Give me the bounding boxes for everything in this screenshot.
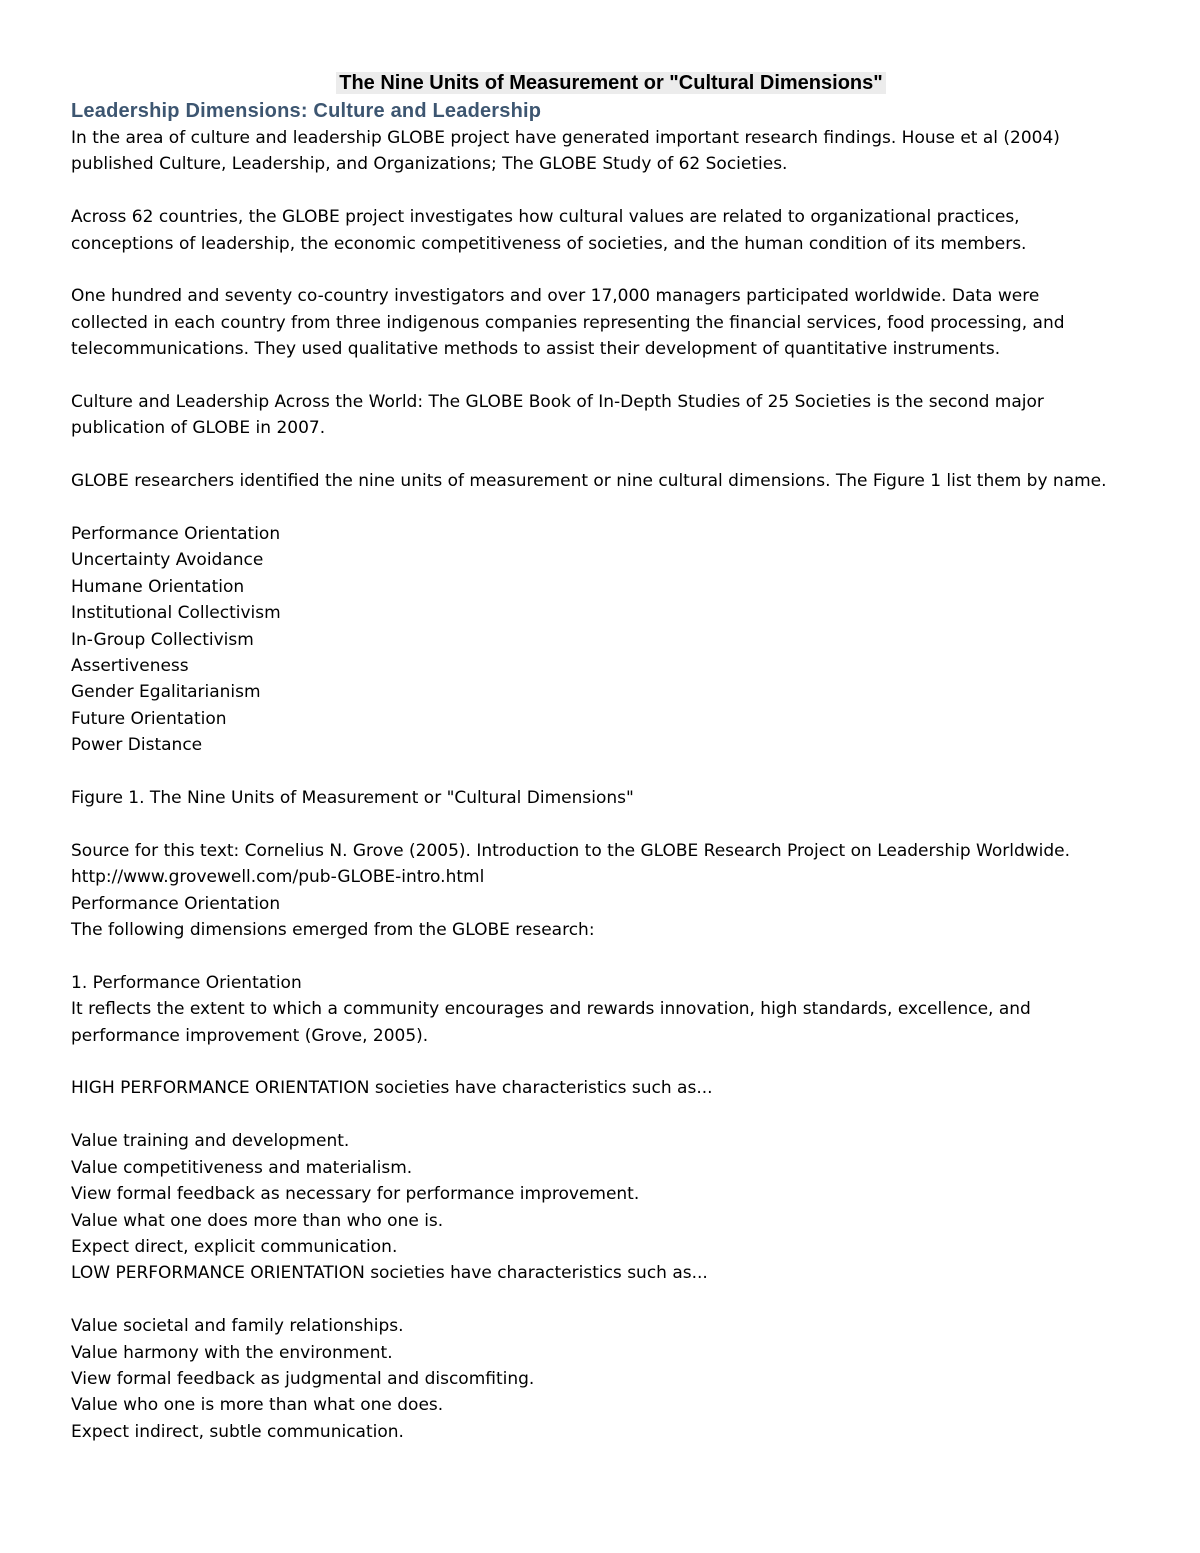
list-item: Value harmony with the environment.: [71, 1342, 393, 1363]
intro-paragraph: In the area of culture and leadership GLOBE project have generated important research findings. House et al (2004) published Culture, Leadership, and Organizations; The GLOBE Study of 62 Societies.: [71, 128, 1060, 175]
high-orientation-intro: HIGH PERFORMANCE ORIENTATION societies have characteristics such as...: [71, 1078, 713, 1099]
list-item: Value who one is more than what one does.: [71, 1395, 444, 1416]
low-orientation-list: [71, 1313, 1151, 1445]
list-item: Expect indirect, subtle communication.: [71, 1421, 404, 1442]
list-item: Power Distance: [71, 735, 203, 756]
dimensions-list: [71, 521, 1151, 759]
list-item: Value what one does more than who one is.: [71, 1210, 444, 1231]
source-lead: The following dimensions emerged from the GLOBE research:: [71, 920, 595, 941]
section-title: 1. Performance Orientation: [71, 972, 302, 993]
high-orientation-list: [71, 1128, 1151, 1260]
source-link[interactable]: http://www.grovewell.com/pub-GLOBE-intro.html: [71, 867, 485, 888]
list-item: Gender Egalitarianism: [71, 682, 261, 703]
list-item: Expect direct, explicit communication.: [71, 1236, 398, 1257]
low-orientation-intro: LOW PERFORMANCE ORIENTATION societies have characteristics such as...: [71, 1263, 708, 1284]
list-item: Institutional Collectivism: [71, 603, 281, 624]
performance-orientation-section: 1. Performance Orientation It reflects the extent to which a community encourages and rewards innovation, high standards, excellence, and performance improvement (Grove, 2005).: [71, 970, 1151, 1049]
figure-caption: Figure 1. The Nine Units of Measurement or "Cultural Dimensions": [71, 788, 634, 809]
investigators-paragraph: One hundred and seventy co-country investigators and over 17,000 managers participated worldwide. Data were collected in each country from three indigenous companies representing the financial services, food processing, and telecommunications. They used qualitative methods to assist their development of quantitative instruments.: [71, 286, 1065, 360]
list-item: Value societal and family relationships.: [71, 1316, 404, 1337]
list-item: View formal feedback as necessary for performance improvement.: [71, 1184, 640, 1205]
globe-countries-paragraph: Across 62 countries, the GLOBE project investigates how cultural values are related to organizational practices, conceptions of leadership, the economic competitiveness of societies, and the human condition of its members.: [71, 207, 1027, 254]
list-item: In-Group Collectivism: [71, 629, 254, 650]
document-title: The Nine Units of Measurement or "Cultural Dimensions": [71, 68, 1151, 98]
source-block: [71, 838, 1151, 944]
list-item: Future Orientation: [71, 708, 227, 729]
source-text: Source for this text: Cornelius N. Grove (2005). Introduction to the GLOBE Research Project on Leadership Worldwide.: [71, 840, 1071, 861]
list-item: Performance Orientation: [71, 524, 281, 545]
list-item: Uncertainty Avoidance: [71, 550, 264, 571]
globe-book-paragraph: Culture and Leadership Across the World: The GLOBE Book of In-Depth Studies of 25 Societies is the second major publication of GLOBE in 2007.: [71, 392, 1044, 439]
source-subheading: Performance Orientation: [71, 893, 281, 914]
document-page: [71, 68, 1151, 1445]
list-item: Assertiveness: [71, 656, 189, 677]
section-heading: Leadership Dimensions: Culture and Leadership: [71, 100, 542, 122]
list-item: View formal feedback as judgmental and discomfiting.: [71, 1368, 535, 1389]
list-item: Humane Orientation: [71, 576, 245, 597]
list-item: Value training and development.: [71, 1131, 350, 1152]
dimensions-intro-paragraph: GLOBE researchers identified the nine units of measurement or nine cultural dimensions. The Figure 1 list them by name.: [71, 471, 1107, 492]
list-item: Value competitiveness and materialism.: [71, 1157, 413, 1178]
